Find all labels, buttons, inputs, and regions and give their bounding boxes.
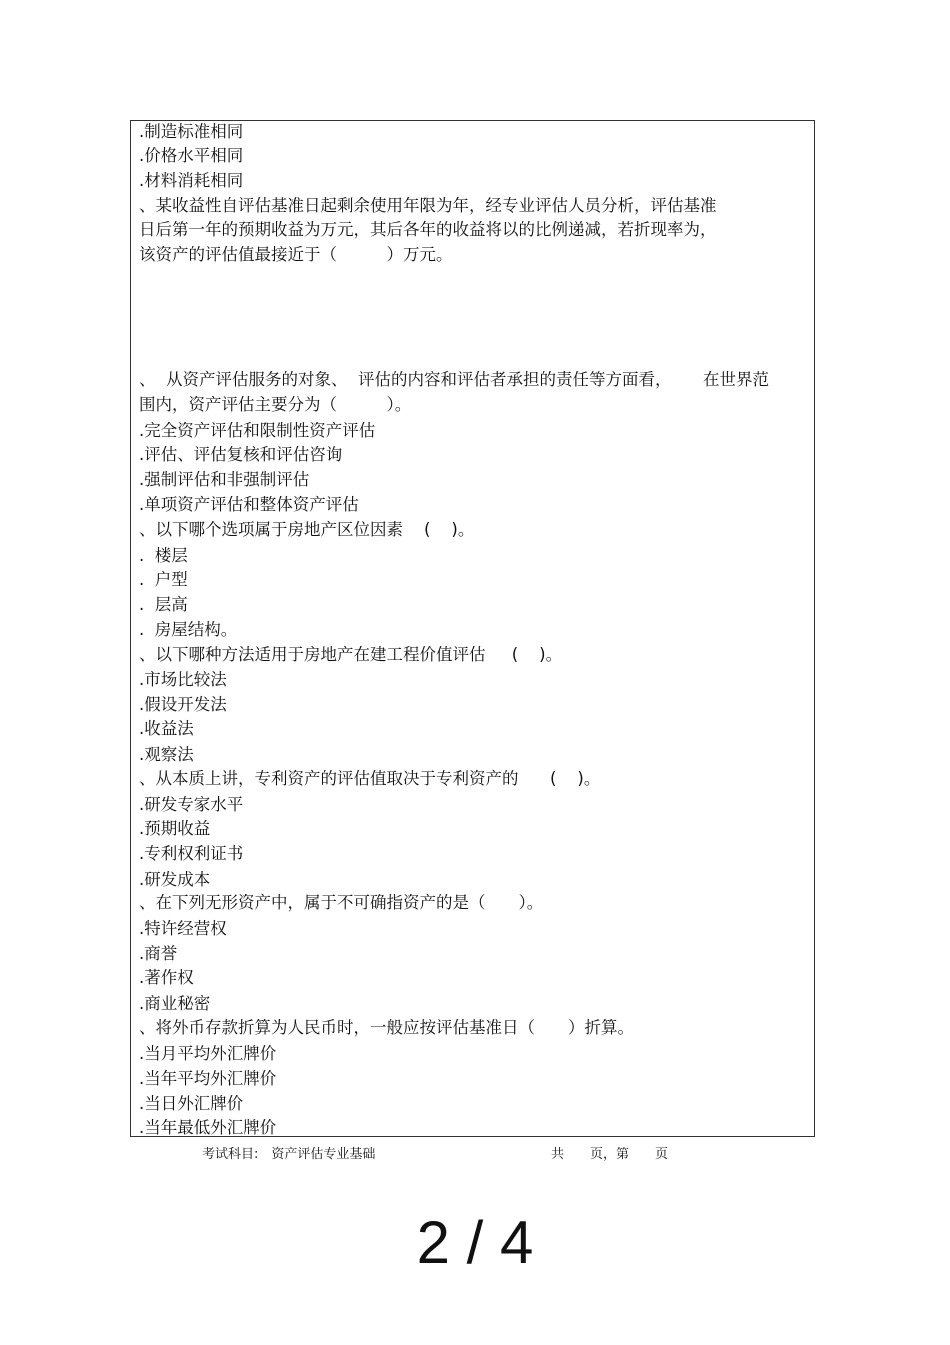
footer-subject: 考试科目: 资产评估专业基础 [202, 1147, 376, 1162]
option-line: .材料消耗相同 [139, 171, 244, 190]
option-line: .当日外汇牌价 [139, 1094, 244, 1113]
option-line: .单项资产评估和整体资产评估 [139, 495, 359, 514]
option-line: .完全资产评估和限制性资产评估 [139, 421, 376, 440]
question-line: 、在下列无形资产中，属于不可确指资产的是（ ）。 [139, 893, 544, 912]
footer-page-count: 共 页，第 页 [551, 1147, 669, 1162]
option-line: .观察法 [139, 745, 194, 764]
option-line: .当年平均外汇牌价 [139, 1069, 277, 1088]
question-line: 日后第一年的预期收益为万元，其后各年的收益将以的比例递减，若折现率为， [139, 220, 717, 239]
page-indicator: 2 / 4 [416, 1209, 534, 1276]
option-line: . 层高 [139, 595, 188, 614]
option-line: .著作权 [139, 968, 194, 987]
option-line: .假设开发法 [139, 695, 227, 714]
option-line: .研发专家水平 [139, 795, 244, 814]
option-line: .当月平均外汇牌价 [139, 1044, 277, 1063]
question-line: 、某收益性自评估基准日起剩余使用年限为年，经专业评估人员分析，评估基准 [139, 196, 717, 215]
option-line: .专利权利证书 [139, 844, 244, 863]
option-line: . 楼层 [139, 546, 188, 565]
question-line: 、以下哪种方法适用于房地产在建工程价值评估 ( )。 [139, 645, 563, 664]
option-line: .预期收益 [139, 819, 211, 838]
option-line: . 房屋结构。 [139, 620, 238, 639]
option-line: .商业秘密 [139, 994, 211, 1013]
option-line: .制造标准相同 [139, 122, 244, 141]
option-line: .商誉 [139, 944, 178, 963]
question-line: 、从本质上讲，专利资产的评估值取决于专利资产的 ( )。 [139, 769, 601, 788]
option-line: .特许经营权 [139, 919, 227, 938]
option-line: .研发成本 [139, 870, 211, 889]
question-line: 、 从资产评估服务的对象、 评估的内容和评估者承担的责任等方面看， 在世界范 [139, 370, 769, 389]
option-line: .当年最低外汇牌价 [139, 1118, 277, 1137]
option-line: .价格水平相同 [139, 146, 244, 165]
option-line: .市场比较法 [139, 670, 227, 689]
option-line: .收益法 [139, 719, 194, 738]
option-line: .评估、评估复核和评估咨询 [139, 445, 343, 464]
question-line: 、以下哪个选项属于房地产区位因素 ( )。 [139, 520, 475, 539]
exam-question-box [130, 120, 815, 1137]
option-line: . 户型 [139, 570, 188, 589]
option-line: .强制评估和非强制评估 [139, 470, 310, 489]
question-line: 该资产的评估值最接近于（ ）万元。 [139, 245, 453, 264]
question-line: 围内，资产评估主要分为（ ）。 [139, 395, 412, 414]
question-line: 、将外币存款折算为人民币时，一般应按评估基准日（ ）折算。 [139, 1018, 634, 1037]
